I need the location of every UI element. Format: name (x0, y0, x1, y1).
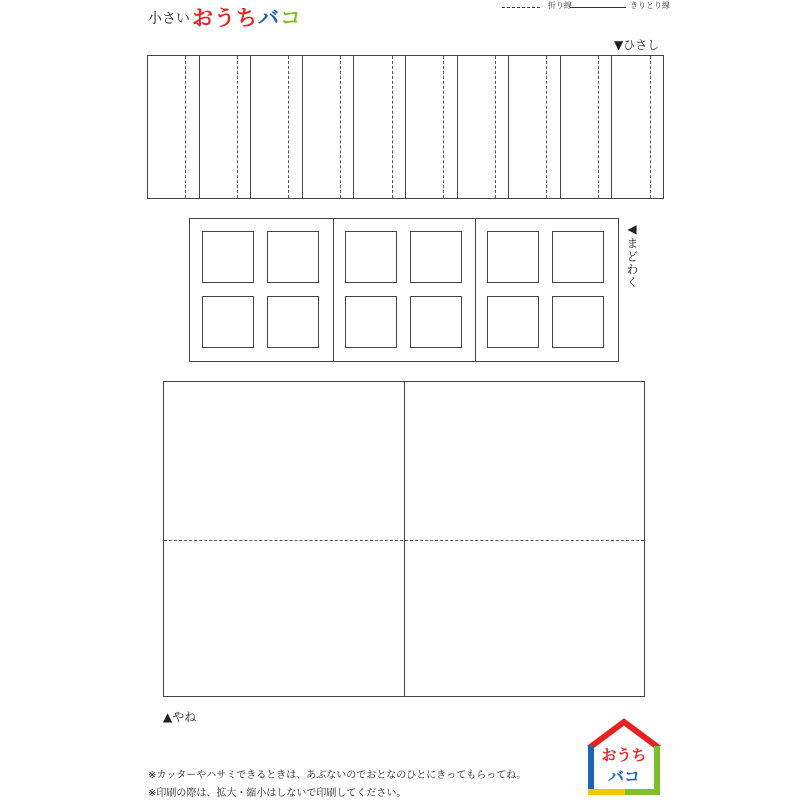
eaves-fold-line (392, 56, 393, 198)
roof-fold-line (164, 540, 644, 541)
window-pane (202, 231, 254, 283)
eaves-fold-line (443, 56, 444, 198)
note-cutting: ※カッターやハサミできるときは、あぶないのでおとなのひとにきってもらってね。 (148, 770, 527, 781)
logo-text-line2: バコ (607, 767, 641, 786)
fold-line-label: 折り線 (548, 1, 572, 10)
fold-line-sample (502, 7, 540, 8)
cut-line-label: きりとり線 (630, 1, 670, 10)
frame-divider (475, 219, 476, 361)
window-pane (410, 296, 462, 348)
eaves-panel (405, 55, 458, 199)
cut-line-sample (570, 7, 626, 8)
brand-char: う (214, 6, 236, 30)
eaves-fold-line (237, 56, 238, 198)
eaves-panel (250, 55, 303, 199)
window-pane (487, 231, 539, 283)
roof-center-line (404, 382, 405, 696)
brand-title (192, 2, 302, 32)
window-pane (552, 296, 604, 348)
eaves-fold-line (288, 56, 289, 198)
window-pane (487, 296, 539, 348)
window-frame-label: ◀まどわく (625, 222, 639, 289)
window-frame (189, 218, 619, 362)
brand-char: お (192, 6, 214, 30)
eaves-label: ▼ひさし (614, 38, 660, 52)
window-pane (267, 231, 319, 283)
eaves-panel (508, 55, 561, 199)
brand-char: コ (280, 6, 302, 30)
roof-label: ▲やね (163, 710, 197, 724)
window-pane (410, 231, 462, 283)
eaves-panel (611, 55, 664, 199)
eaves-panel (199, 55, 252, 199)
window-pane (202, 296, 254, 348)
window-pane (345, 231, 397, 283)
eaves-panel (302, 55, 355, 199)
logo-text-line1: おうち (601, 746, 647, 764)
size-label: 小さい (148, 11, 190, 27)
window-pane (345, 296, 397, 348)
eaves-panel (457, 55, 510, 199)
eaves-fold-line (495, 56, 496, 198)
roof-panel (163, 381, 645, 697)
window-pane (552, 231, 604, 283)
eaves-fold-line (185, 56, 186, 198)
eaves-fold-line (598, 56, 599, 198)
brand-char: ち (236, 6, 258, 30)
eaves-fold-line (340, 56, 341, 198)
eaves-panel (147, 55, 200, 199)
window-pane (267, 296, 319, 348)
eaves-panel (353, 55, 406, 199)
frame-divider (333, 219, 334, 361)
eaves-fold-line (650, 56, 651, 198)
eaves-panel (560, 55, 613, 199)
note-printing: ※印刷の際は、拡大・縮小はしないで印刷してください。 (148, 788, 407, 799)
house-logo-icon (585, 718, 663, 796)
eaves-fold-line (546, 56, 547, 198)
brand-char: バ (258, 6, 280, 30)
